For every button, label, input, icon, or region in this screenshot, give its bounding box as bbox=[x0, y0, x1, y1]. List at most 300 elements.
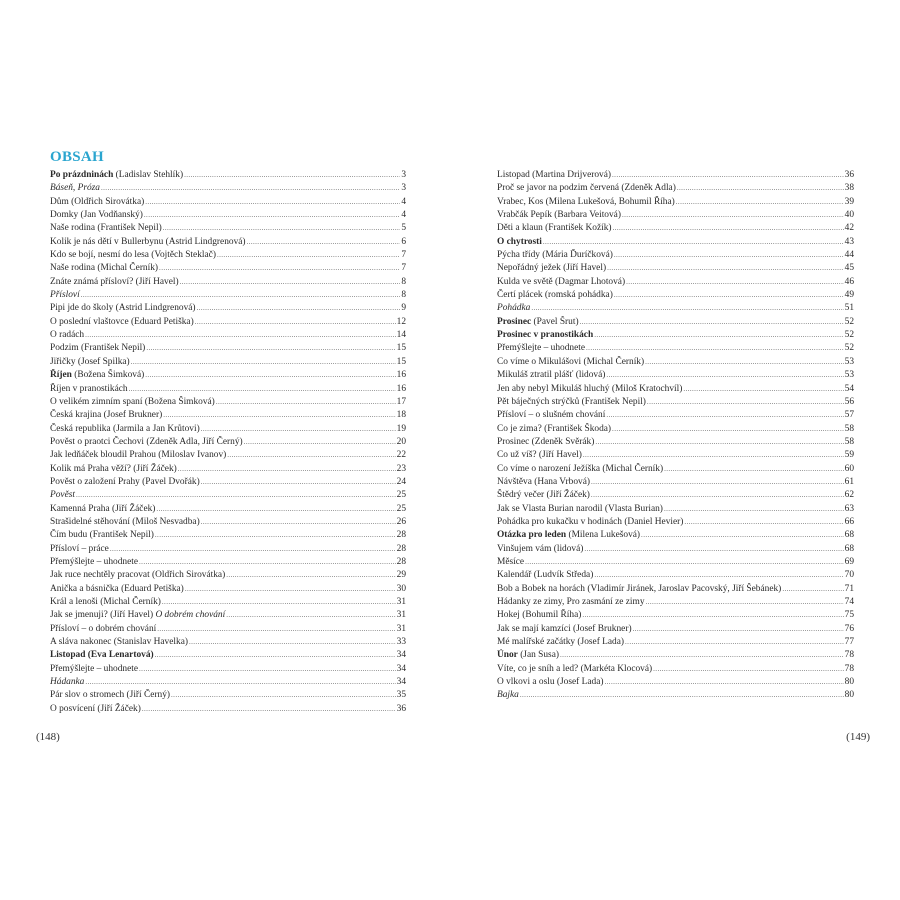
toc-entry bbox=[497, 249, 854, 262]
toc-dot-leader bbox=[85, 676, 395, 689]
toc-dot-leader bbox=[606, 409, 843, 422]
toc-dot-leader bbox=[155, 529, 396, 542]
toc-dot-leader bbox=[178, 463, 396, 476]
toc-page-number: 29 bbox=[396, 570, 406, 581]
toc-page-number: 7 bbox=[401, 250, 406, 261]
toc-entry bbox=[50, 409, 406, 422]
toc-page-number: 31 bbox=[396, 610, 406, 621]
toc-entry-title-text: Víte, co je sníh a led? (Markéta Klocová) bbox=[497, 663, 653, 674]
toc-page-number: 19 bbox=[396, 423, 406, 434]
toc-entry-title-text: Kdo se bojí, nesmí do lesa (Vojtěch Steklač) bbox=[50, 250, 216, 261]
toc-page-number: 26 bbox=[396, 516, 406, 527]
toc-dot-leader bbox=[226, 609, 395, 622]
toc-entry bbox=[50, 236, 406, 249]
toc-page-number: 16 bbox=[396, 370, 406, 381]
toc-dot-leader bbox=[594, 569, 843, 582]
page-number-right: (149) bbox=[846, 731, 870, 743]
toc-page-number: 34 bbox=[396, 677, 406, 688]
toc-entry bbox=[50, 262, 406, 275]
toc-entry-title bbox=[497, 182, 676, 195]
toc-dot-leader bbox=[664, 463, 844, 476]
toc-entry-title bbox=[497, 649, 559, 662]
toc-dot-leader bbox=[613, 222, 844, 235]
toc-entry-title bbox=[497, 449, 582, 462]
toc-entry-title bbox=[497, 316, 579, 329]
toc-page-number: 74 bbox=[844, 597, 854, 607]
toc-entry-title-rest: (Milena Lukešová) bbox=[566, 530, 641, 541]
toc-entry-title-text: Jak ruce nechtěly pracovat (Oldřich Sirovátka) bbox=[50, 570, 226, 581]
toc-entry bbox=[497, 529, 854, 542]
toc-entry bbox=[497, 649, 854, 662]
toc-page-number: 3 bbox=[401, 183, 406, 194]
toc-entry-title bbox=[497, 676, 604, 689]
toc-page-number: 43 bbox=[844, 236, 854, 247]
toc-page-number: 25 bbox=[396, 490, 406, 501]
toc-entry-title bbox=[50, 396, 215, 409]
toc-page-number: 76 bbox=[844, 623, 854, 634]
toc-page-number: 58 bbox=[844, 436, 854, 447]
toc-entry bbox=[497, 329, 854, 342]
toc-entry-title bbox=[50, 449, 226, 462]
toc-entry-title-rest: (Božena Šimková) bbox=[71, 370, 145, 381]
toc-page-number: 31 bbox=[396, 597, 406, 607]
toc-entry bbox=[497, 423, 854, 436]
toc-entry-title-text: Pověst o založení Prahy (Pavel Dvořák) bbox=[50, 476, 200, 487]
toc-page-number: 61 bbox=[844, 476, 854, 487]
toc-list-left bbox=[50, 169, 406, 716]
toc-entry-title-text: Čím budu (František Nepil) bbox=[50, 530, 154, 541]
toc-entry-title bbox=[497, 302, 530, 315]
toc-entry-title bbox=[497, 463, 663, 476]
toc-entry bbox=[497, 369, 854, 382]
toc-entry-title-text: Návštěva (Hana Vrbová) bbox=[497, 476, 590, 487]
toc-entry bbox=[50, 636, 406, 649]
toc-entry bbox=[50, 543, 406, 556]
toc-entry-title-text: Přemýšlejte – uhodnete bbox=[50, 556, 139, 567]
toc-entry-title-text: Mé malířské začátky (Josef Lada) bbox=[497, 637, 625, 648]
toc-dot-leader bbox=[633, 623, 844, 636]
toc-entry-title bbox=[497, 249, 613, 262]
toc-entry-title bbox=[50, 369, 144, 382]
toc-page-number: 33 bbox=[396, 637, 406, 648]
toc-dot-leader bbox=[782, 583, 843, 596]
toc-page-number: 9 bbox=[401, 303, 406, 314]
toc-entry bbox=[497, 569, 854, 582]
toc-entry-title-text: Jak se Vlasta Burian narodil (Vlasta Burian) bbox=[497, 503, 663, 514]
toc-dot-leader bbox=[101, 182, 400, 195]
toc-dot-leader bbox=[683, 383, 843, 396]
toc-entry-title bbox=[50, 463, 177, 476]
toc-dot-leader bbox=[217, 249, 400, 262]
toc-dot-leader bbox=[144, 209, 400, 222]
toc-entry-title-text: Přemýšlejte – uhodnete bbox=[50, 663, 139, 674]
toc-entry-title bbox=[50, 222, 162, 235]
toc-entry-title-text: Vrabčák Pepík (Barbara Veitová) bbox=[497, 210, 621, 221]
toc-entry-title-text: Štědrý večer (Jiří Žáček) bbox=[497, 490, 590, 501]
toc-entry-title bbox=[497, 583, 781, 596]
toc-entry-title-text: Děti a klaun (František Kožík) bbox=[497, 223, 612, 234]
toc-entry-title bbox=[50, 556, 138, 569]
toc-entry bbox=[497, 383, 854, 396]
toc-dot-leader bbox=[582, 609, 843, 622]
toc-dot-leader bbox=[155, 649, 396, 662]
toc-dot-leader bbox=[586, 342, 844, 355]
toc-dot-leader bbox=[139, 556, 396, 569]
toc-dot-leader bbox=[622, 209, 844, 222]
toc-dot-leader bbox=[244, 436, 396, 449]
toc-page-number: 36 bbox=[396, 703, 406, 714]
toc-entry-title bbox=[50, 529, 154, 542]
toc-entry bbox=[50, 529, 406, 542]
toc-entry-title-bold: Otázka pro leden bbox=[497, 530, 567, 541]
toc-page-number: 49 bbox=[844, 290, 854, 301]
toc-entry bbox=[50, 569, 406, 582]
toc-dot-leader bbox=[146, 342, 395, 355]
toc-entry bbox=[497, 356, 854, 369]
toc-dot-leader bbox=[226, 569, 395, 582]
toc-dot-leader bbox=[201, 476, 396, 489]
toc-page-number: 54 bbox=[844, 383, 854, 394]
toc-dot-leader bbox=[647, 396, 844, 409]
toc-entry bbox=[497, 196, 854, 209]
toc-entry bbox=[497, 636, 854, 649]
toc-entry-title-bold: Po prázdninách bbox=[50, 170, 114, 180]
toc-dot-leader bbox=[216, 396, 396, 409]
toc-entry-title bbox=[497, 596, 645, 609]
toc-page-number: 28 bbox=[396, 543, 406, 554]
toc-dot-leader bbox=[247, 236, 401, 249]
toc-entry-title bbox=[497, 169, 611, 182]
toc-entry-title bbox=[497, 476, 590, 489]
toc-dot-leader bbox=[189, 636, 396, 649]
toc-page-number: 78 bbox=[844, 650, 854, 661]
toc-entry-title-text: Hádanky ze zimy, Pro zasmání ze zimy bbox=[497, 597, 645, 607]
toc-entry bbox=[497, 262, 854, 275]
toc-entry-title-bold: Prosinec bbox=[497, 316, 532, 327]
toc-entry bbox=[50, 463, 406, 476]
toc-page-number: 77 bbox=[844, 637, 854, 648]
toc-page-number: 30 bbox=[396, 583, 406, 594]
toc-page-number: 78 bbox=[844, 663, 854, 674]
toc-entry bbox=[50, 182, 406, 195]
toc-dot-leader bbox=[580, 316, 844, 329]
toc-entry bbox=[497, 396, 854, 409]
toc-dot-leader bbox=[584, 543, 843, 556]
toc-dot-leader bbox=[525, 556, 844, 569]
toc-entry-title-text: Pět báječných strýčků (František Nepil) bbox=[497, 396, 646, 407]
toc-dot-leader bbox=[145, 196, 400, 209]
toc-page-number: 6 bbox=[401, 236, 406, 247]
toc-entry-title bbox=[497, 409, 605, 422]
toc-entry bbox=[497, 609, 854, 622]
toc-entry-title bbox=[497, 636, 624, 649]
toc-entry-title-text: Měsíce bbox=[497, 556, 525, 567]
toc-entry-title bbox=[50, 543, 109, 556]
toc-entry-title bbox=[497, 689, 519, 702]
toc-dot-leader bbox=[139, 663, 396, 676]
toc-entry-title-text: Naše rodina (František Nepil) bbox=[50, 223, 162, 234]
toc-page-number: 70 bbox=[844, 570, 854, 581]
toc-entry-title bbox=[50, 649, 154, 662]
toc-entry-title bbox=[50, 636, 188, 649]
toc-entry-title-bold: Říjen bbox=[50, 370, 72, 381]
toc-entry-title bbox=[50, 703, 141, 716]
toc-page-number: 20 bbox=[396, 436, 406, 447]
toc-page-number: 53 bbox=[844, 370, 854, 381]
toc-entry-title bbox=[50, 329, 84, 342]
toc-entry-title bbox=[50, 423, 200, 436]
toc-entry-title-text: Listopad (Martina Drijverová) bbox=[497, 170, 612, 180]
toc-dot-leader bbox=[162, 596, 396, 609]
toc-page-number: 12 bbox=[396, 316, 406, 327]
toc-dot-leader bbox=[676, 196, 844, 209]
toc-entry-title-text: Co je zima? (František Škoda) bbox=[497, 423, 612, 434]
toc-dot-leader bbox=[201, 516, 396, 529]
toc-entry bbox=[497, 222, 854, 235]
toc-entry bbox=[50, 703, 406, 716]
toc-page-number: 52 bbox=[844, 330, 854, 341]
toc-entry-title-text: Jak ledňáček bloudil Prahou (Miloslav Ivanov) bbox=[50, 450, 227, 461]
toc-entry bbox=[50, 249, 406, 262]
toc-page-number: 39 bbox=[844, 196, 854, 207]
toc-dot-leader bbox=[184, 169, 400, 182]
toc-page-number: 22 bbox=[396, 450, 406, 461]
toc-entry-title-text: Pár slov o stromech (Jiří Černý) bbox=[50, 690, 171, 701]
toc-entry bbox=[497, 316, 854, 329]
toc-page-number: 28 bbox=[396, 530, 406, 541]
toc-entry-title bbox=[497, 383, 682, 396]
toc-entry-title-text: Přísloví – o slušném chování bbox=[497, 410, 606, 421]
toc-dot-leader bbox=[185, 583, 396, 596]
toc-entry-title-text: Proč se javor na podzim červená (Zdeněk Adla) bbox=[497, 183, 676, 194]
toc-entry-title bbox=[50, 676, 84, 689]
toc-entry bbox=[50, 383, 406, 396]
toc-entry-title bbox=[50, 342, 145, 355]
toc-entry bbox=[497, 182, 854, 195]
toc-entry bbox=[497, 583, 854, 596]
toc-page-number: 15 bbox=[396, 356, 406, 367]
toc-entry-title-text: Jen aby nebyl Mikuláš hluchý (Miloš Kratochvíl) bbox=[497, 383, 683, 394]
toc-page-number: 31 bbox=[396, 623, 406, 634]
toc-entry-title bbox=[497, 569, 593, 582]
toc-page-number: 25 bbox=[396, 503, 406, 514]
toc-dot-leader bbox=[664, 503, 844, 516]
toc-entry-title-italic: O dobrém chování bbox=[155, 610, 226, 621]
toc-dot-leader bbox=[595, 436, 843, 449]
toc-entry-title bbox=[50, 583, 184, 596]
toc-page-number: 18 bbox=[396, 410, 406, 421]
toc-dot-leader bbox=[197, 302, 401, 315]
toc-entry-title bbox=[50, 196, 144, 209]
toc-entry bbox=[50, 436, 406, 449]
toc-dot-leader bbox=[591, 489, 844, 502]
toc-entry-title-text: Prosinec (Zdeněk Svěrák) bbox=[497, 436, 595, 447]
toc-dot-leader bbox=[131, 356, 396, 369]
toc-entry bbox=[50, 663, 406, 676]
toc-entry bbox=[50, 489, 406, 502]
toc-page-number: 66 bbox=[844, 516, 854, 527]
toc-page-number: 38 bbox=[844, 183, 854, 194]
toc-entry bbox=[50, 222, 406, 235]
toc-page-number: 17 bbox=[396, 396, 406, 407]
toc-entry-title-text: Přísloví – o dobrém chování bbox=[50, 623, 157, 634]
toc-entry-title bbox=[50, 302, 196, 315]
toc-entry-title-text: Jak se jmenuji? (Jiří Havel) bbox=[50, 610, 156, 621]
toc-entry-title-text: O radách bbox=[50, 330, 85, 341]
toc-page-number: 34 bbox=[396, 663, 406, 674]
toc-entry bbox=[497, 503, 854, 516]
toc-page-number: 63 bbox=[844, 503, 854, 514]
toc-dot-leader bbox=[156, 503, 395, 516]
toc-entry-title bbox=[50, 663, 138, 676]
toc-entry bbox=[50, 556, 406, 569]
toc-entry-title bbox=[497, 289, 613, 302]
toc-entry-title bbox=[497, 503, 663, 516]
toc-dot-leader bbox=[171, 689, 396, 702]
toc-entry-title bbox=[50, 596, 161, 609]
toc-entry bbox=[497, 476, 854, 489]
toc-entry bbox=[50, 329, 406, 342]
toc-page-number: 14 bbox=[396, 330, 406, 341]
toc-page-number: 23 bbox=[396, 463, 406, 474]
toc-entry-title bbox=[50, 209, 143, 222]
toc-entry-title-text: Co víme o narození Ježíška (Michal Černík) bbox=[497, 463, 664, 474]
toc-entry-title bbox=[50, 289, 80, 302]
toc-dot-leader bbox=[520, 689, 844, 702]
toc-dot-leader bbox=[641, 529, 844, 542]
toc-entry-title bbox=[497, 436, 594, 449]
toc-page-number: 8 bbox=[401, 290, 406, 301]
toc-entry bbox=[50, 316, 406, 329]
toc-page-number: 68 bbox=[844, 530, 854, 541]
toc-entry-title-text: Pověst o praotci Čechovi (Zdeněk Adla, Jiří Černý) bbox=[50, 436, 243, 447]
toc-entry-title-text: Dům (Oldřich Sirovátka) bbox=[50, 196, 145, 207]
toc-entry bbox=[497, 543, 854, 556]
toc-page-number: 80 bbox=[844, 690, 854, 701]
toc-entry-title-rest: (Pavel Šrut) bbox=[531, 316, 579, 327]
toc-list-right bbox=[497, 169, 854, 703]
toc-dot-leader bbox=[625, 636, 844, 649]
toc-entry-title-bold: Únor bbox=[497, 650, 518, 661]
toc-entry-title-bold: O chytrosti bbox=[497, 236, 542, 247]
toc-entry-title bbox=[50, 516, 200, 529]
toc-entry-title bbox=[50, 316, 194, 329]
toc-entry bbox=[50, 503, 406, 516]
toc-entry-title-text: Pýcha třídy (Mária Ďuríčková) bbox=[497, 250, 613, 261]
toc-dot-leader bbox=[543, 236, 844, 249]
toc-page-number: 62 bbox=[844, 490, 854, 501]
toc-entry bbox=[497, 209, 854, 222]
toc-entry-title-text: O velikém zimním spaní (Božena Šimková) bbox=[50, 396, 215, 407]
toc-dot-leader bbox=[142, 703, 396, 716]
toc-dot-leader bbox=[163, 409, 395, 422]
toc-entry-title bbox=[497, 222, 612, 235]
toc-page-number: 52 bbox=[844, 343, 854, 354]
toc-page-number: 46 bbox=[844, 276, 854, 287]
toc-dot-leader bbox=[583, 449, 844, 462]
toc-entry-title-text: Kamenná Praha (Jiří Žáček) bbox=[50, 503, 156, 514]
toc-entry-title bbox=[50, 476, 200, 489]
toc-entry-title-text: Znáte známá přísloví? (Jiří Havel) bbox=[50, 276, 179, 287]
toc-page-number: 4 bbox=[401, 210, 406, 221]
toc-dot-leader bbox=[612, 423, 844, 436]
toc-dot-leader bbox=[607, 262, 844, 275]
toc-entry-title bbox=[497, 529, 640, 542]
toc-entry-title bbox=[50, 689, 170, 702]
toc-entry-title-text: O poslední vlaštovce (Eduard Petiška) bbox=[50, 316, 194, 327]
toc-entry-title-text: Pipi jde do školy (Astrid Lindgrenová) bbox=[50, 303, 196, 314]
toc-entry-title-text: Vinšujem vám (lidová) bbox=[497, 543, 584, 554]
toc-entry-title-rest: (Ladislav Stehlík) bbox=[113, 170, 184, 180]
toc-entry bbox=[497, 289, 854, 302]
toc-entry-title-text: Říjen v pranostikách bbox=[50, 383, 128, 394]
toc-dot-leader bbox=[85, 329, 396, 342]
toc-entry-title-text: Česká krajina (Josef Brukner) bbox=[50, 410, 163, 421]
toc-entry bbox=[497, 169, 854, 182]
toc-entry-title bbox=[50, 356, 130, 369]
toc-entry-title bbox=[50, 623, 156, 636]
toc-entry-title-text: Král a lenoši (Michal Černík) bbox=[50, 597, 161, 607]
toc-entry bbox=[497, 663, 854, 676]
page-number-left: (148) bbox=[36, 731, 60, 743]
toc-page-number: 59 bbox=[844, 450, 854, 461]
toc-entry-title bbox=[497, 543, 583, 556]
toc-dot-leader bbox=[626, 276, 844, 289]
toc-entry-title-text: Bajka bbox=[497, 690, 519, 701]
toc-dot-leader bbox=[605, 676, 844, 689]
toc-entry-title-text: O vlkovi a oslu (Josef Lada) bbox=[497, 677, 604, 688]
toc-entry-title-bold: Prosinec v pranostikách bbox=[497, 330, 594, 341]
toc-entry-title bbox=[497, 516, 683, 529]
toc-entry-title-text: Anička a básnička (Eduard Petiška) bbox=[50, 583, 184, 594]
toc-entry bbox=[497, 436, 854, 449]
toc-entry bbox=[50, 676, 406, 689]
toc-entry-title bbox=[497, 609, 581, 622]
toc-dot-leader bbox=[163, 222, 401, 235]
toc-page-number: 52 bbox=[844, 316, 854, 327]
toc-entry-title bbox=[497, 356, 644, 369]
toc-page-number: 69 bbox=[844, 556, 854, 567]
toc-entry bbox=[497, 556, 854, 569]
toc-entry-title-text: Naše rodina (Michal Černík) bbox=[50, 263, 159, 274]
toc-entry-title bbox=[50, 409, 162, 422]
toc-entry bbox=[50, 623, 406, 636]
toc-entry-title-text: Kalendář (Ludvík Středa) bbox=[497, 570, 594, 581]
toc-entry bbox=[50, 369, 406, 382]
toc-entry-title bbox=[50, 249, 216, 262]
toc-page-number: 51 bbox=[844, 303, 854, 314]
toc-page-number: 28 bbox=[396, 556, 406, 567]
toc-dot-leader bbox=[591, 476, 844, 489]
toc-page-number: 44 bbox=[844, 250, 854, 261]
toc-entry-title-text: Jak se mají kamzíci (Josef Brukner) bbox=[497, 623, 632, 634]
toc-entry bbox=[50, 302, 406, 315]
toc-dot-leader bbox=[594, 329, 843, 342]
toc-dot-leader bbox=[110, 543, 396, 556]
toc-entry-title-text: Bob a Bobek na horách (Vladimír Jiránek, Jaroslav Pacovský, Jiří Šebánek) bbox=[497, 583, 782, 594]
toc-entry bbox=[50, 516, 406, 529]
toc-entry-title-text: Pověst bbox=[50, 490, 75, 501]
toc-entry-title bbox=[497, 556, 524, 569]
contents-heading: OBSAH bbox=[50, 149, 105, 165]
toc-page-number: 60 bbox=[844, 463, 854, 474]
toc-dot-leader bbox=[129, 383, 396, 396]
toc-entry bbox=[497, 516, 854, 529]
toc-dot-leader bbox=[76, 489, 396, 502]
toc-entry-title bbox=[497, 623, 632, 636]
toc-entry bbox=[50, 476, 406, 489]
toc-page-number: 36 bbox=[844, 170, 854, 180]
